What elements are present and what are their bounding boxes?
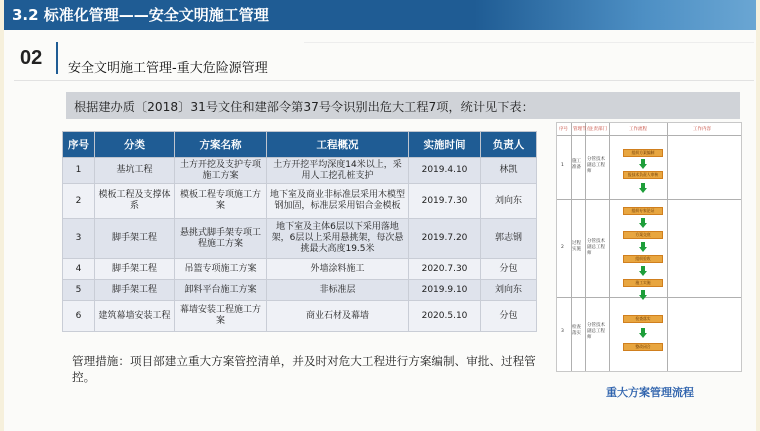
table-cell: 卸料平台施工方案 — [175, 280, 267, 301]
table-cell: 地下室及主体6层以下采用落地架，6层以上采用悬挑架，每次悬挑最大高度19.5米 — [267, 219, 409, 259]
flow-header: 工作内容 — [693, 127, 711, 132]
title-bar-accent — [474, 0, 756, 30]
flow-step-box: 组织验收 — [623, 255, 663, 263]
flow-stage-node: 施工准备 — [572, 159, 581, 170]
flow-arrow-icon — [639, 266, 647, 276]
flow-gridline — [667, 123, 668, 371]
flow-step-box: 整改闭合 — [623, 343, 663, 351]
table-cell: 1 — [63, 158, 95, 184]
flowchart-caption: 重大方案管理流程 — [606, 386, 694, 399]
table-cell: 商业石材及幕墙 — [267, 301, 409, 332]
flow-stage-node: 过程实施 — [572, 241, 581, 252]
table-cell: 吊篮专项施工方案 — [175, 259, 267, 280]
col-header: 分类 — [95, 132, 175, 158]
flow-stage-dept: 分管技术副总工程师 — [587, 157, 605, 174]
flow-gridline — [585, 123, 586, 371]
table-cell: 基坑工程 — [95, 158, 175, 184]
flow-header: 管理节点 — [573, 127, 591, 132]
table-cell: 分包 — [481, 259, 537, 280]
flow-step-box: 施工实施 — [623, 279, 663, 287]
flow-stage-dept: 分管技术副总工程师 — [587, 323, 605, 340]
table-cell: 4 — [63, 259, 95, 280]
table-cell: 郭志钢 — [481, 219, 537, 259]
table-cell: 5 — [63, 280, 95, 301]
table-cell: 土方开挖及支护专项施工方案 — [175, 158, 267, 184]
table-row — [63, 158, 537, 184]
table-cell: 分包 — [481, 301, 537, 332]
table-row — [63, 259, 537, 280]
flow-gridline — [609, 123, 610, 371]
table-row — [63, 280, 537, 301]
flow-stage-no: 3 — [561, 329, 564, 334]
title-bar — [4, 0, 756, 30]
flow-step-box: 方案交底 — [623, 231, 663, 239]
flow-step-box: 组织专家论证 — [623, 207, 663, 215]
flowchart-image — [556, 122, 742, 372]
col-header: 工程概况 — [267, 132, 409, 158]
flow-step-box: 组织方案编制 — [623, 149, 663, 157]
section-number: 02 — [20, 47, 43, 69]
table-cell: 6 — [63, 301, 95, 332]
table-cell: 2 — [63, 184, 95, 219]
section-underline — [14, 80, 754, 81]
flow-arrow-icon — [639, 290, 647, 300]
hazard-table — [62, 131, 537, 332]
flow-row-sep — [557, 199, 741, 200]
flow-step-box: 报技术负责人审核 — [623, 171, 663, 179]
flow-row-sep — [557, 297, 741, 298]
table-cell: 2019.7.30 — [409, 184, 481, 219]
slide-title: 3.2 标准化管理——安全文明施工管理 — [12, 6, 269, 24]
flow-header: 工作流程 — [629, 127, 647, 132]
section-title: 安全文明施工管理-重大危险源管理 — [68, 61, 268, 76]
flow-stage-no: 1 — [561, 163, 564, 168]
col-header: 实施时间 — [409, 132, 481, 158]
flow-arrow-icon — [639, 159, 647, 169]
table-row — [63, 219, 537, 259]
col-header: 序号 — [63, 132, 95, 158]
table-cell: 林凯 — [481, 158, 537, 184]
table-cell: 刘向东 — [481, 184, 537, 219]
section-divider — [56, 42, 58, 74]
management-measures: 管理措施：项目部建立重大方案管控清单，并及时对危大工程进行方案编制、审批、过程管控。 — [72, 354, 536, 384]
flow-step-box: 检查落实 — [623, 315, 663, 323]
table-row — [63, 301, 537, 332]
flow-row-sep — [557, 135, 741, 136]
flow-arrow-icon — [639, 218, 647, 228]
col-header: 负责人 — [481, 132, 537, 158]
flow-stage-dept: 分管技术副总工程师 — [587, 239, 605, 256]
table-row — [63, 184, 537, 219]
flow-stage-node: 检查落实 — [572, 325, 581, 336]
flow-stage-no: 2 — [561, 245, 564, 250]
decorative-line — [304, 42, 754, 43]
flow-header: 主责部门 — [589, 127, 607, 132]
table-header-row — [63, 132, 537, 158]
table-cell: 脚手架工程 — [95, 259, 175, 280]
table-cell: 刘向东 — [481, 280, 537, 301]
table-cell: 脚手架工程 — [95, 219, 175, 259]
table-cell: 2019.4.10 — [409, 158, 481, 184]
flow-arrow-icon — [639, 242, 647, 252]
table-cell: 模板工程专项施工方案 — [175, 184, 267, 219]
table-cell: 2020.7.30 — [409, 259, 481, 280]
intro-text: 根据建办质〔2018〕31号文住和建部令第37号令识别出危大工程7项，统计见下表： — [74, 100, 534, 114]
table-cell: 非标准层 — [267, 280, 409, 301]
table-cell: 地下室及商业非标准层采用木模型钢加固，标准层采用铝合金模板 — [267, 184, 409, 219]
table-cell: 建筑幕墙安装工程 — [95, 301, 175, 332]
col-header: 方案名称 — [175, 132, 267, 158]
table-cell: 悬挑式脚手架专项工程施工方案 — [175, 219, 267, 259]
table-cell: 2019.9.10 — [409, 280, 481, 301]
table-cell: 脚手架工程 — [95, 280, 175, 301]
table-cell: 幕墙安装工程施工方案 — [175, 301, 267, 332]
flow-header: 序号 — [559, 127, 568, 132]
flow-arrow-icon — [639, 183, 647, 193]
table-cell: 2020.5.10 — [409, 301, 481, 332]
table-cell: 外墙涂料施工 — [267, 259, 409, 280]
table-cell: 模板工程及支撑体系 — [95, 184, 175, 219]
table-cell: 3 — [63, 219, 95, 259]
table-cell: 土方开挖平均深度14米以上，采用人工挖孔桩支护 — [267, 158, 409, 184]
table-cell: 2019.7.20 — [409, 219, 481, 259]
flow-arrow-icon — [639, 328, 647, 338]
